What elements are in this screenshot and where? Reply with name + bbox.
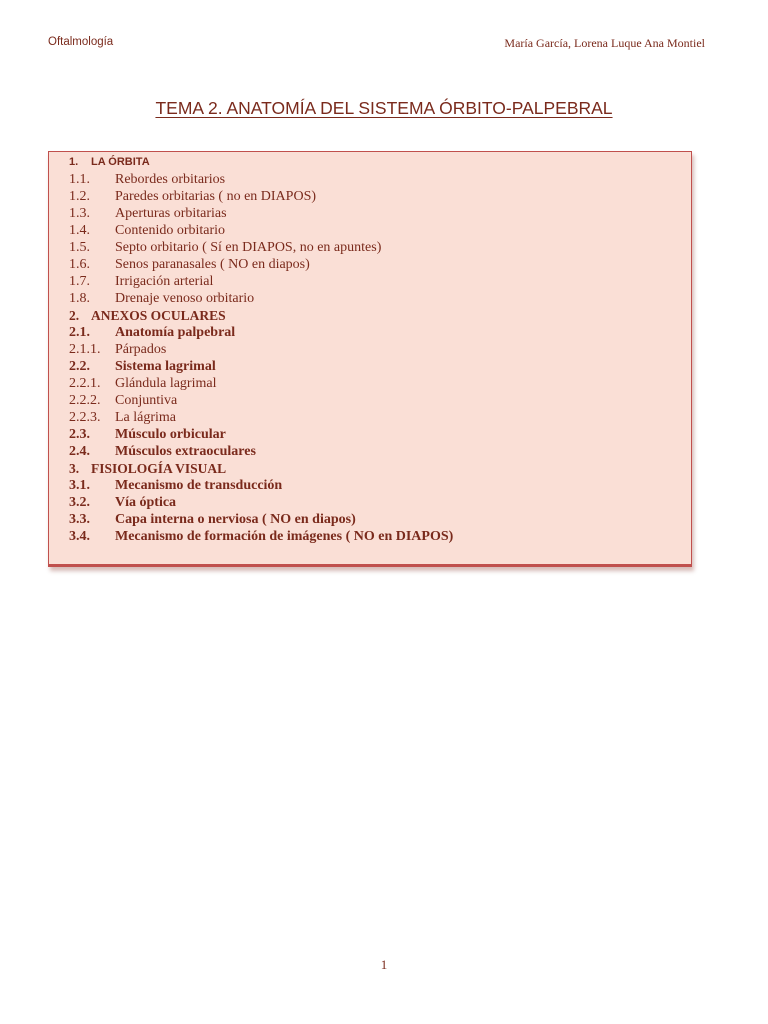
toc-item bbox=[69, 358, 669, 375]
toc-item bbox=[69, 154, 669, 171]
toc-text: Capa interna o nerviosa ( NO en diapos) bbox=[115, 512, 356, 527]
toc-item bbox=[69, 256, 669, 273]
header-authors: María García, Lorena Luque Ana Montiel bbox=[504, 36, 705, 50]
toc-item bbox=[69, 443, 669, 460]
toc-number: 1.6. bbox=[69, 257, 90, 272]
toc-text: FISIOLOGÍA VISUAL bbox=[91, 461, 227, 476]
toc-item bbox=[69, 392, 669, 409]
toc-text: Drenaje venoso orbitario bbox=[115, 291, 255, 306]
toc-number: 2.1.1. bbox=[69, 342, 101, 357]
toc-number: 1.2. bbox=[69, 189, 90, 204]
document-title: TEMA 2. ANATOMÍA DEL SISTEMA ÓRBITO-PALPEBRAL bbox=[155, 98, 613, 118]
toc-item bbox=[69, 290, 669, 307]
toc-item bbox=[69, 307, 669, 324]
toc-text: Mecanismo de formación de imágenes ( NO en DIAPOS) bbox=[115, 529, 454, 544]
toc-item bbox=[69, 477, 669, 494]
toc-item bbox=[69, 205, 669, 222]
toc-text: Paredes orbitarias ( no en DIAPOS) bbox=[115, 189, 317, 204]
toc-number: 2.2.3. bbox=[69, 410, 101, 425]
table-of-contents bbox=[69, 154, 669, 545]
toc-number: 1.4. bbox=[69, 223, 90, 238]
page-number: 1 bbox=[380, 957, 388, 972]
toc-text: Irrigación arterial bbox=[115, 274, 214, 289]
toc-number: 1.8. bbox=[69, 291, 90, 306]
toc-item bbox=[69, 528, 669, 545]
toc-number: 1.5. bbox=[69, 240, 90, 255]
toc-text: La lágrima bbox=[115, 410, 177, 425]
toc-text: Rebordes orbitarios bbox=[115, 172, 226, 187]
toc-item bbox=[69, 171, 669, 188]
table-of-contents-box bbox=[48, 151, 692, 567]
toc-number: 3.1. bbox=[69, 478, 90, 493]
toc-number: 2. bbox=[69, 308, 80, 323]
toc-item bbox=[69, 460, 669, 477]
toc-item bbox=[69, 324, 669, 341]
toc-text: Párpados bbox=[115, 342, 167, 357]
toc-text: Conjuntiva bbox=[115, 393, 178, 408]
toc-text: LA ÓRBITA bbox=[91, 156, 150, 168]
toc-item bbox=[69, 375, 669, 392]
toc-item bbox=[69, 511, 669, 528]
toc-number: 3. bbox=[69, 461, 80, 476]
toc-text: Músculos extraoculares bbox=[115, 444, 256, 459]
toc-number: 2.3. bbox=[69, 427, 90, 442]
toc-text: Glándula lagrimal bbox=[115, 376, 217, 391]
toc-text: ANEXOS OCULARES bbox=[91, 308, 226, 323]
toc-text: Vía óptica bbox=[115, 495, 177, 510]
toc-text: Sistema lagrimal bbox=[115, 359, 216, 374]
toc-number: 1.1. bbox=[69, 172, 90, 187]
toc-item bbox=[69, 222, 669, 239]
toc-number: 2.2.1. bbox=[69, 376, 101, 391]
toc-text: Contenido orbitario bbox=[115, 223, 226, 238]
toc-number: 2.2. bbox=[69, 359, 90, 374]
toc-number: 2.1. bbox=[69, 325, 90, 340]
toc-item bbox=[69, 426, 669, 443]
toc-item bbox=[69, 494, 669, 511]
toc-item bbox=[69, 188, 669, 205]
toc-number: 3.3. bbox=[69, 512, 90, 527]
toc-number: 3.4. bbox=[69, 529, 90, 544]
toc-item bbox=[69, 341, 669, 358]
header-subject: Oftalmología bbox=[48, 36, 114, 48]
toc-text: Aperturas orbitarias bbox=[115, 206, 227, 221]
toc-text: Septo orbitario ( Sí en DIAPOS, no en apuntes) bbox=[115, 240, 382, 255]
toc-number: 3.2. bbox=[69, 495, 90, 510]
toc-number: 1.7. bbox=[69, 274, 90, 289]
toc-number: 2.2.2. bbox=[69, 393, 101, 408]
toc-item bbox=[69, 273, 669, 290]
toc-text: Músculo orbicular bbox=[115, 427, 226, 442]
toc-number: 1.3. bbox=[69, 206, 90, 221]
toc-item bbox=[69, 239, 669, 256]
toc-text: Mecanismo de transducción bbox=[115, 478, 283, 493]
toc-item bbox=[69, 409, 669, 426]
toc-number: 1. bbox=[69, 156, 79, 168]
toc-text: Anatomía palpebral bbox=[115, 325, 236, 340]
toc-text: Senos paranasales ( NO en diapos) bbox=[115, 257, 310, 272]
toc-number: 2.4. bbox=[69, 444, 90, 459]
